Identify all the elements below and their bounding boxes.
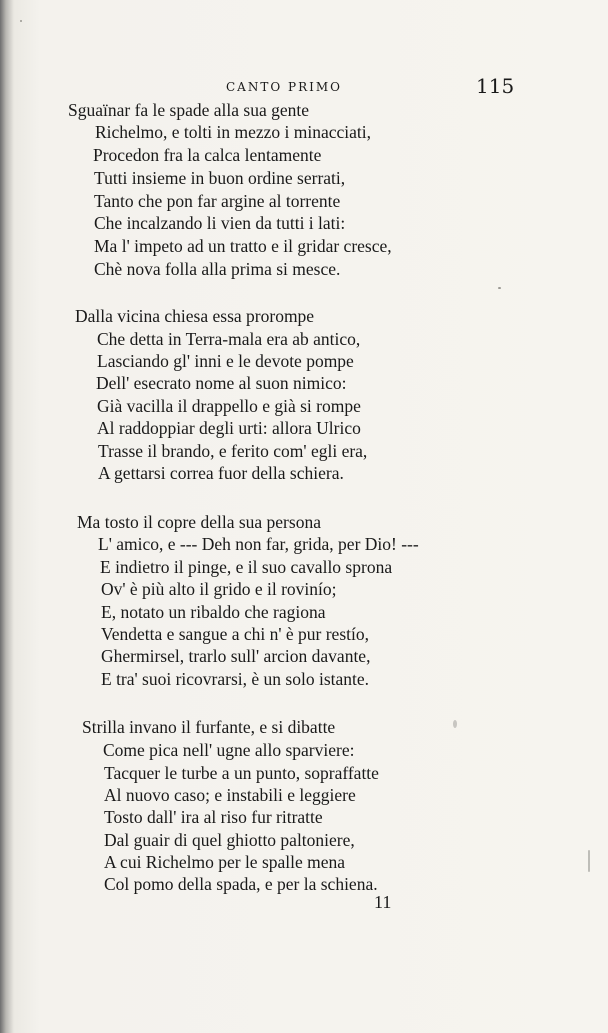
verse-line: Come pica nell' ugne allo sparviere: bbox=[103, 740, 355, 760]
verse-line: Dal guair di quel ghiotto paltoniere, bbox=[104, 830, 355, 850]
verse-line: Trasse il brando, e ferito com' egli era, bbox=[98, 441, 368, 461]
verse-line: Al raddoppiar degli urti: allora Ulrico bbox=[97, 418, 361, 438]
verse-line: E, notato un ribaldo che ragiona bbox=[101, 602, 326, 622]
verse-line: Tacquer le turbe a un punto, sopraffatte bbox=[104, 763, 379, 783]
paper-speck bbox=[498, 287, 501, 289]
verse-line: Sguaïnar fa le spade alla sua gente bbox=[68, 100, 310, 120]
verse-line: Già vacilla il drappello e già si rompe bbox=[97, 396, 361, 416]
verse-line: E indietro il pinge, e il suo cavallo sprona bbox=[100, 557, 393, 577]
verse-line: Al nuovo caso; e instabili e leggiere bbox=[104, 785, 356, 805]
paper-speck bbox=[588, 850, 590, 872]
verse-line: Tutti insieme in buon ordine serrati, bbox=[94, 168, 346, 188]
verse-line: Dell' esecrato nome al suon nimico: bbox=[96, 373, 347, 393]
verse-line: Tanto che pon far argine al torrente bbox=[94, 191, 341, 211]
verse-line: Richelmo, e tolti in mezzo i minacciati, bbox=[95, 122, 372, 142]
verse-line: Vendetta e sangue a chi n' è pur restío, bbox=[101, 624, 369, 644]
verse-line: A cui Richelmo per le spalle mena bbox=[104, 852, 346, 872]
verse-line: Ghermirsel, trarlo sull' arcion davante, bbox=[101, 646, 371, 666]
verse-line: Dalla vicina chiesa essa prorompe bbox=[75, 306, 315, 326]
verse-line: L' amico, e --- Deh non far, grida, per Dio! --- bbox=[98, 534, 419, 554]
verse-line: Che incalzando li vien da tutti i lati: bbox=[94, 213, 346, 233]
page-number: 115 bbox=[476, 74, 515, 98]
signature-mark: 11 bbox=[374, 892, 392, 912]
verse-line: A gettarsi correa fuor della schiera. bbox=[98, 463, 344, 483]
paper-speck bbox=[453, 720, 457, 728]
verse-line: Ma l' impeto ad un tratto e il gridar cresce, bbox=[94, 236, 392, 256]
verse-line: Strilla invano il furfante, e si dibatte bbox=[82, 717, 336, 737]
verse-line: Tosto dall' ira al riso fur ritratte bbox=[104, 807, 323, 827]
running-title: CANTO PRIMO bbox=[226, 80, 342, 94]
verse-line: Lasciando gl' inni e le devote pompe bbox=[97, 351, 354, 371]
paper-speck bbox=[20, 20, 22, 22]
verse-line: E tra' suoi ricovrarsi, è un solo istante. bbox=[101, 669, 370, 689]
verse-line: Procedon fra la calca lentamente bbox=[93, 145, 322, 165]
verse-line: Col pomo della spada, e per la schiena. bbox=[104, 874, 378, 894]
verse-line: Chè nova folla alla prima si mesce. bbox=[94, 259, 341, 279]
verse-line: Ma tosto il copre della sua persona bbox=[77, 512, 321, 532]
verse-line: Che detta in Terra-mala era ab antico, bbox=[97, 329, 361, 349]
verse-line: Ov' è più alto il grido e il rovinío; bbox=[101, 579, 337, 599]
